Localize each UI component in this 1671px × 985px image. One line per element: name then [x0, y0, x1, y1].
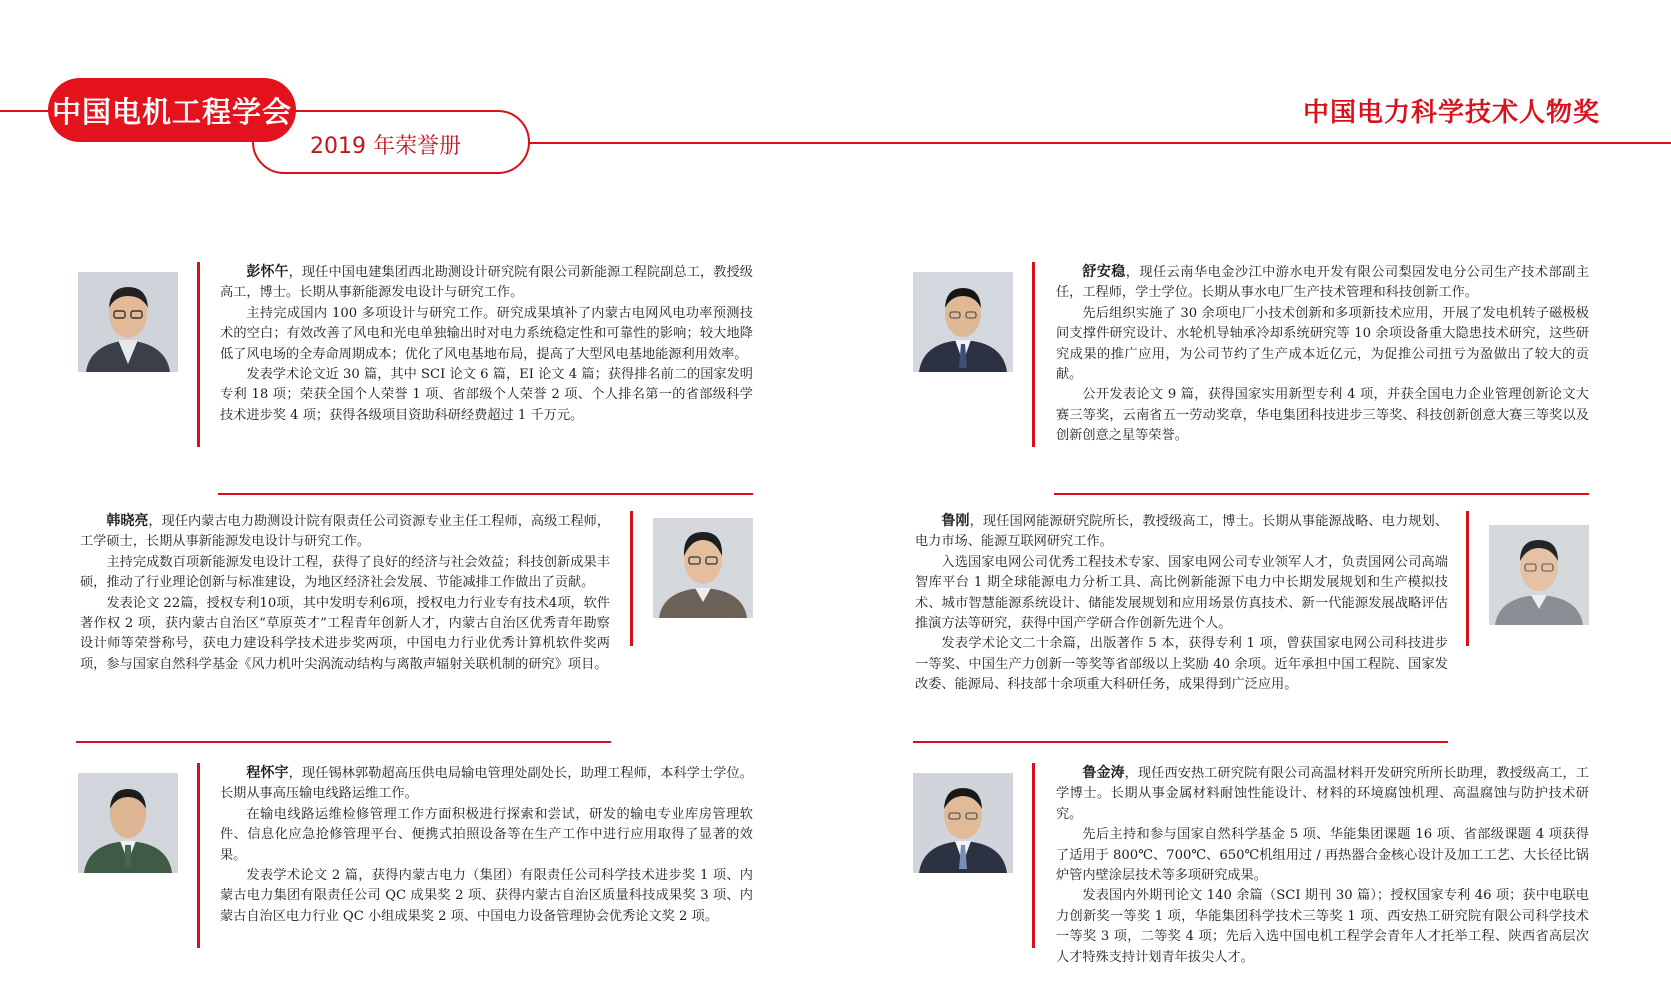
profile-bio	[220, 262, 753, 426]
person-portrait-icon	[653, 518, 753, 618]
bio-paragraph: 舒安稳，现任云南华电金沙江中游水电开发有限公司梨园发电分公司生产技术部副主任，工程师，学士学位。长期从事水电厂生产技术管理和科技创新工作。	[1056, 264, 1590, 301]
bio-paragraph: 发表学术论文 2 篇，获得内蒙古电力（集团）有限责任公司科学技术进步奖 1 项、内蒙古电力集团有限责任公司 QC 成果奖 2 项、获得内蒙古自治区质量科技成果奖 3 项、内蒙古自治区电力行业 QC 小组成果奖 2 项、中国电力设备管理协会优秀论文奖 2 项。	[220, 868, 753, 924]
person-portrait-icon	[78, 773, 178, 873]
bio-paragraph: 彭怀午，现任中国电建集团西北勘测设计研究院有限公司新能源工程院副总工，教授级高工，博士。长期从事新能源发电设计与研究工作。	[220, 264, 753, 301]
bio-paragraph: 鲁刚，现任国网能源研究院所长，教授级高工，博士。长期从事能源战略、电力规划、电力市场、能源互联网研究工作。	[915, 513, 1449, 550]
bio-paragraph: 发表国内外期刊论文 140 余篇（SCI 期刊 30 篇）；授权国家专利 46 项；获中电联电力创新奖一等奖 1 项，华能集团科学技术三等奖 1 项、西安热工研究院有限公司科学技术一等奖 3 项，二等奖 4 项；先后入选中国电机工程学会青年人才托举工程、陕西省高层次人才特殊支持计划青年拔尖人才。	[1056, 888, 1589, 965]
bio-paragraph: 主持完成国内 100 多项设计与研究工作。研究成果填补了内蒙古电网风电功率预测技术的空白；有效改善了风电和光电单独输出时对电力系统稳定性和可靠性的影响；较大地降低了风电场的全寿命周期成本；优化了风电基地布局，提高了大型风电基地能源利用效率。	[220, 305, 753, 362]
profile-separator	[76, 741, 611, 743]
profile-accent-bar	[630, 511, 633, 646]
profile-accent-bar	[1032, 262, 1035, 447]
person-name: 韩晓亮	[106, 513, 149, 529]
bio-paragraph: 先后组织实施了 30 余项电厂小技术创新和多项新技术应用，开展了发电机转子磁极极间支撑件研究设计、水轮机导轴承冷却系统研究等 10 余项设备重大隐患技术研究，这些研究成果的推广应用，为公司节约了生产成本近亿元，为促推公司扭亏为盈做出了较大的贡献。	[1056, 305, 1589, 383]
bio-paragraph: 程怀宇，现任锡林郭勒超高压供电局输电管理处副处长，助理工程师，本科学士学位。长期从事高压输电线路运维工作。	[220, 765, 753, 802]
page-subtitle: 2019 年荣誉册	[310, 134, 461, 159]
person-name: 舒安稳	[1082, 264, 1126, 280]
profile-bio	[1056, 262, 1589, 447]
person-name: 鲁刚	[941, 513, 970, 529]
person-portrait-icon	[913, 773, 1013, 873]
bio-paragraph: 入选国家电网公司优秀工程技术专家、国家电网公司专业领军人才，负责国网公司高端智库平台 1 期全球能源电力分析工具、高比例新能源下电力中长期发展规划和生产模拟技术、城市智慧能源系统设计、储能发展规划和应用场景仿真技术、新一代能源发展战略评估推演方法等研究，获得中国产学研合作创新先进个人。	[915, 554, 1448, 632]
person-portrait-icon	[913, 272, 1013, 372]
header-rule-left	[0, 110, 52, 112]
bio-paragraph: 先后主持和参与国家自然科学基金 5 项、华能集团课题 16 项、省部级课题 4 项获得了适用于 800℃、700℃、650℃机组用过 / 再热器合金核心设计及加工工艺、大长径比锅炉管内壁涂层技术等多项研究成果。	[1056, 827, 1589, 884]
bio-paragraph: 发表学术论文近 30 篇，其中 SCI 论文 6 篇，EI 论文 4 篇；获得排名前二的国家发明专利 18 项；荣获全国个人荣誉 1 项、省部级个人荣誉 2 项、个人排名第一的省部级科学技术进步奖 4 项；获得各级项目资助科研经费超过 1 千万元。	[220, 367, 753, 423]
person-name: 鲁金涛	[1082, 765, 1125, 781]
profile-separator	[913, 741, 1448, 743]
bio-paragraph: 发表学术论文二十余篇，出版著作 5 本，获得专利 1 项，曾获国家电网公司科技进步一等奖、中国生产力创新一等奖等省部级以上奖励 40 余项。近年承担中国工程院、国家发改委、能源局、科技部十余项重大科研任务，成果得到广泛应用。	[915, 636, 1448, 693]
profile-separator	[218, 493, 753, 495]
profile-accent-bar	[197, 763, 200, 948]
bio-paragraph: 公开发表论文 9 篇，获得国家实用新型专利 4 项，并获全国电力企业管理创新论文大赛三等奖，云南省五一劳动奖章，华电集团科技进步三等奖、科技创新创意大赛三等奖以及创新创意之星等荣誉。	[1056, 387, 1589, 444]
portrait-photo	[78, 272, 178, 372]
bio-paragraph: 在输电线路运维检修管理工作方面积极进行探索和尝试，研发的输电专业库房管理软件、信息化应急抢修管理平台、便携式拍照设备等在生产工作中进行应用取得了显著的效果。	[220, 806, 753, 863]
portrait-photo	[1489, 525, 1589, 625]
profile-bio	[220, 763, 753, 927]
person-name: 程怀宇	[246, 765, 289, 781]
bio-paragraph: 鲁金涛，现任西安热工研究院有限公司高温材料开发研究所所长助理，教授级高工，工学博士。长期从事金属材料耐蚀性能设计、材料的环境腐蚀机理、高温腐蚀与防护技术研究。	[1056, 765, 1589, 822]
bio-paragraph: 韩晓亮，现任内蒙古电力勘测设计院有限责任公司资源专业主任工程师，高级工程师，工学硕士，长期从事新能源发电设计与研究工作。	[80, 513, 611, 550]
portrait-photo	[913, 773, 1013, 873]
portrait-photo	[913, 272, 1013, 372]
org-logo	[48, 78, 296, 142]
profile-bio	[1056, 763, 1589, 968]
bio-paragraph: 发表论文 22篇，授权专利10项，其中发明专利6项，授权电力行业专有技术4项，软件著作权 2 项，获内蒙古自治区“草原英才”工程青年创新人才，内蒙古自治区优秀青年勘察设计师等荣誉称号，获电力建设科学技术进步奖两项，中国电力行业优秀计算机软件奖两项，参与国家自然科学基金《风力机叶尖涡流动结构与离散声辐射关联机制的研究》项目。	[80, 595, 610, 672]
profile-bio	[915, 511, 1448, 696]
profile-accent-bar	[197, 262, 200, 447]
award-title: 中国电力科学技术人物奖	[1302, 98, 1600, 128]
profile-separator	[1054, 493, 1589, 495]
org-name: 中国电机工程学会	[51, 94, 292, 129]
bio-paragraph: 主持完成数百项新能源发电设计工程，获得了良好的经济与社会效益；科技创新成果丰硕，推动了行业理论创新与标准建设，为地区经济社会发展、节能减排工作做出了贡献。	[80, 554, 610, 591]
portrait-photo	[653, 518, 753, 618]
profile-bio	[80, 511, 610, 675]
portrait-photo	[78, 773, 178, 873]
person-name: 彭怀午	[246, 264, 289, 280]
person-portrait-icon	[78, 272, 178, 372]
person-portrait-icon	[1489, 525, 1589, 625]
profile-accent-bar	[1466, 511, 1469, 646]
profile-accent-bar	[1032, 763, 1035, 948]
header-rule-right	[528, 142, 1671, 144]
